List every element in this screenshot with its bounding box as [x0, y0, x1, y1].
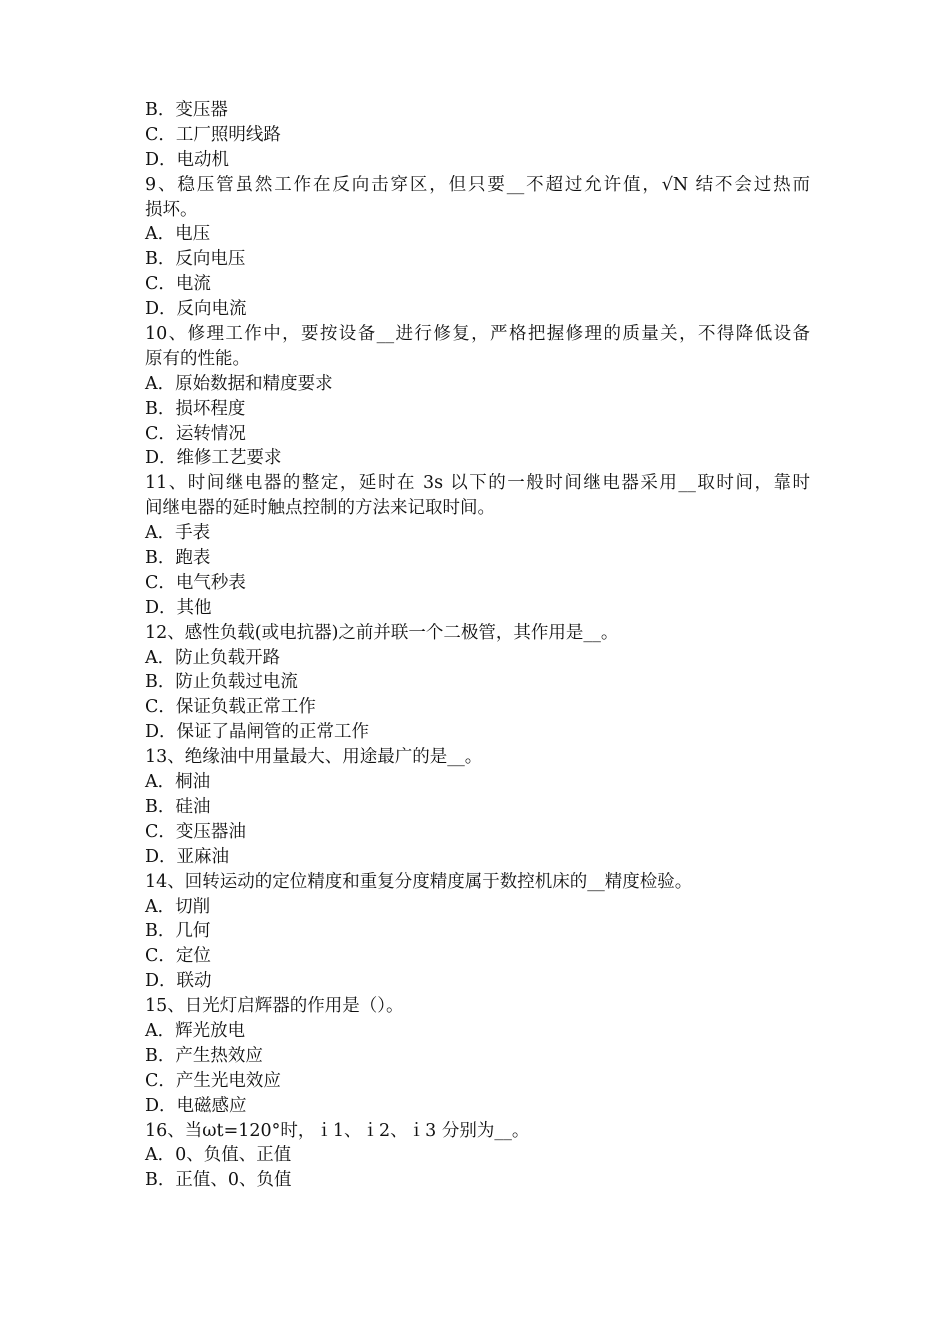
text-line: B．损坏程度 [145, 398, 246, 419]
text-line: D．电动机 [145, 149, 230, 170]
text-line: B．正值、0、负值 [145, 1170, 292, 1191]
text-line: 10、修理工作中，要按设备__进行修复，严格把握修理的质量关，不得降低设备 [145, 324, 810, 345]
text-line: C．运转情况 [145, 423, 246, 444]
text-line: 13、绝缘油中用量最大、用途最广的是__。 [145, 747, 483, 768]
text-line: B．几何 [145, 921, 211, 942]
text-line: 12、感性负载(或电抗器)之前并联一个二极管，其作用是__。 [145, 622, 619, 643]
text-line: D．维修工艺要求 [145, 448, 282, 469]
text-line: B．变压器 [145, 100, 228, 120]
text-line: C．工厂照明线路 [145, 124, 281, 145]
text-line: A．手表 [145, 523, 211, 544]
document-body [145, 98, 810, 1193]
text-line: C．电流 [145, 274, 211, 295]
text-line: 9、稳压管虽然工作在反向击穿区，但只要__不超过允许值，√N 结不会过热而 [145, 174, 810, 195]
text-line: D．联动 [145, 971, 212, 992]
text-line: B．产生热效应 [145, 1045, 263, 1066]
text-line: C．定位 [145, 946, 211, 967]
text-line: C．保证负载正常工作 [145, 697, 316, 718]
text-line: A．原始数据和精度要求 [145, 373, 333, 394]
text-line: D．保证了晶闸管的正常工作 [145, 722, 370, 743]
text-line: A．桐油 [145, 772, 211, 793]
text-line: B．反向电压 [145, 249, 246, 270]
text-line: 11、时间继电器的整定，延时在 3s 以下的一般时间继电器采用__取时间，靠时 [145, 473, 810, 494]
text-line: D．亚麻油 [145, 846, 230, 867]
text-line: 间继电器的延时触点控制的方法来记取时间。 [145, 498, 495, 519]
text-line: A．辉光放电 [145, 1020, 246, 1041]
text-line: B．跑表 [145, 548, 211, 569]
text-line: A．电压 [145, 224, 211, 245]
text-line: D．电磁感应 [145, 1095, 247, 1116]
text-line: C．电气秒表 [145, 572, 246, 593]
text-line: C．变压器油 [145, 821, 246, 842]
text-line: A．0、负值、正值 [145, 1145, 292, 1166]
text-line: 损坏。 [145, 199, 198, 220]
text-line: B．硅油 [145, 796, 211, 817]
text-line: D．反向电流 [145, 299, 247, 320]
text-line: 15、日光灯启辉器的作用是（）。 [145, 996, 404, 1017]
text-line: 16、当ωt=120°时，ｉ1、ｉ2、ｉ3 分别为__。 [145, 1120, 530, 1141]
text-line: C．产生光电效应 [145, 1070, 281, 1091]
text-line: A．防止负载开路 [145, 647, 281, 668]
text-line: 原有的性能。 [145, 348, 250, 369]
text-line: D．其他 [145, 597, 212, 618]
text-line: 14、回转运动的定位精度和重复分度精度属于数控机床的__精度检验。 [145, 871, 693, 892]
text-line: A．切削 [145, 896, 211, 917]
text-line: B．防止负载过电流 [145, 672, 298, 693]
